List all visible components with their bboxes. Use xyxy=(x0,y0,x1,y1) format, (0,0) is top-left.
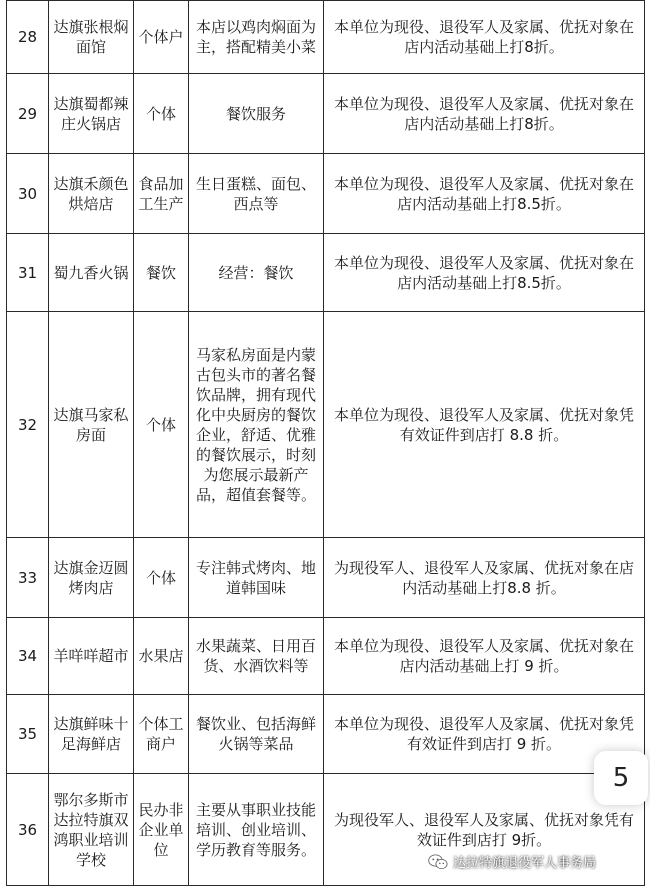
merchant-name: 鄂尔多斯市达拉特旗双鸿职业培训学校 xyxy=(49,774,134,886)
row-number: 30 xyxy=(7,154,49,234)
merchant-name: 达旗蜀都辣庄火锅店 xyxy=(49,74,134,154)
row-number: 29 xyxy=(7,74,49,154)
merchant-name: 达旗禾颜色烘焙店 xyxy=(49,154,134,234)
merchant-name: 达旗鲜味十足海鲜店 xyxy=(49,695,134,774)
table-row xyxy=(7,74,645,154)
merchant-table xyxy=(6,0,645,886)
merchant-type: 个体 xyxy=(134,538,189,618)
table-row xyxy=(7,154,645,234)
row-number: 36 xyxy=(7,774,49,886)
discount-offer: 本单位为现役、退役军人及家属、优抚对象在店内活动基础上打8.5折。 xyxy=(324,154,645,234)
row-number: 33 xyxy=(7,538,49,618)
discount-offer: 本单位为现役、退役军人及家属、优抚对象在店内活动基础上打8.5折。 xyxy=(324,234,645,312)
merchant-name: 达旗金迈圆烤肉店 xyxy=(49,538,134,618)
business-description: 餐饮服务 xyxy=(189,74,324,154)
discount-offer: 本单位为现役、退役军人及家属、优抚对象凭有效证件到店打 8.8 折。 xyxy=(324,312,645,538)
merchant-type: 个体工商户 xyxy=(134,695,189,774)
business-description: 水果蔬菜、日用百货、水酒饮料等 xyxy=(189,618,324,695)
merchant-type: 个体户 xyxy=(134,1,189,74)
row-number: 31 xyxy=(7,234,49,312)
business-description: 餐饮业、包括海鲜火锅等菜品 xyxy=(189,695,324,774)
merchant-name: 达旗马家私房面 xyxy=(49,312,134,538)
business-description: 生日蛋糕、面包、西点等 xyxy=(189,154,324,234)
discount-offer: 本单位为现役、退役军人及家属、优抚对象在店内活动基础上打8折。 xyxy=(324,1,645,74)
merchant-type: 食品加工生产 xyxy=(134,154,189,234)
merchant-type: 餐饮 xyxy=(134,234,189,312)
merchant-type: 水果店 xyxy=(134,618,189,695)
row-number: 28 xyxy=(7,1,49,74)
table-row xyxy=(7,695,645,774)
business-description: 马家私房面是内蒙古包头市的著名餐饮品牌，拥有现代化中央厨房的餐饮企业，舒适、优雅的餐饮展示，时刻为您展示最新产品，超值套餐等。 xyxy=(189,312,324,538)
row-number: 32 xyxy=(7,312,49,538)
merchant-type: 民办非企业单位 xyxy=(134,774,189,886)
discount-offer: 本单位为现役、退役军人及家属、优抚对象在店内活动基础上打8折。 xyxy=(324,74,645,154)
discount-offer: 为现役军人、退役军人及家属、优抚对象凭有效证件到店打 9折。 xyxy=(324,774,645,886)
discount-offer: 为现役军人、退役军人及家属、优抚对象在店内活动基础上打8.8 折。 xyxy=(324,538,645,618)
business-description: 经营：餐饮 xyxy=(189,234,324,312)
business-description: 本店以鸡肉焖面为主，搭配精美小菜 xyxy=(189,1,324,74)
business-description: 主要从事职业技能培训、创业培训、学历教育等服务。 xyxy=(189,774,324,886)
merchant-name: 羊咩咩超市 xyxy=(49,618,134,695)
page-number: 5 xyxy=(612,763,630,793)
merchant-type: 个体 xyxy=(134,74,189,154)
table-row xyxy=(7,234,645,312)
row-number: 35 xyxy=(7,695,49,774)
page-number-badge xyxy=(594,751,648,805)
merchant-name: 蜀九香火锅 xyxy=(49,234,134,312)
row-number: 34 xyxy=(7,618,49,695)
business-description: 专注韩式烤肉、地道韩国味 xyxy=(189,538,324,618)
table-row xyxy=(7,618,645,695)
table-row xyxy=(7,538,645,618)
table-row xyxy=(7,1,645,74)
wechat-icon xyxy=(428,854,448,870)
watermark-text: 达拉特旗退役军人事务局 xyxy=(453,856,597,871)
table-row xyxy=(7,312,645,538)
merchant-type: 个体 xyxy=(134,312,189,538)
merchant-name: 达旗张根焖面馆 xyxy=(49,1,134,74)
account-watermark xyxy=(428,852,596,871)
discount-offer: 本单位为现役、退役军人及家属、优抚对象在店内活动基础上打 9 折。 xyxy=(324,618,645,695)
discount-offer: 本单位为现役、退役军人及家属、优抚对象凭有效证件到店打 9 折。 xyxy=(324,695,645,774)
